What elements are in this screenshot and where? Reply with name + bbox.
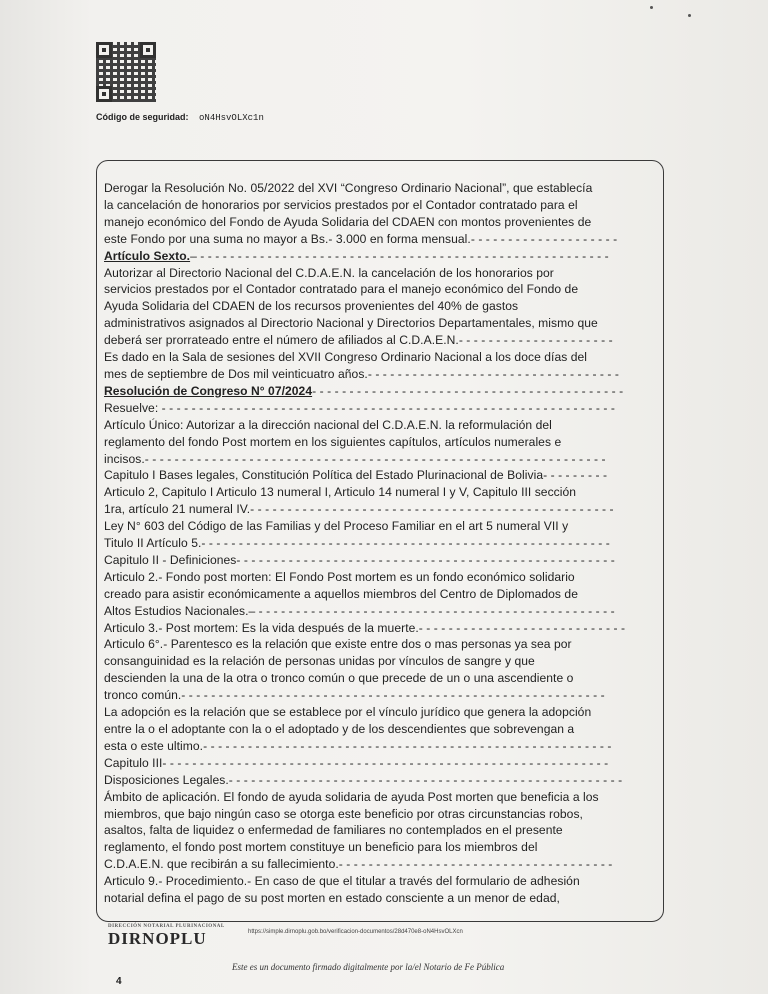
- document-line: incisos.- - - - - - - - - - - - - - - - - - - - - - - - - - - - - - - - - - - - - - - - - - - - - - - - - - - - - - - - - - - - - -: [104, 451, 606, 466]
- security-code-row: [96, 112, 264, 123]
- dirnoplu-logo: [108, 924, 236, 949]
- document-line: miembros, que bajo ningún caso se otorga este beneficio por otras circunstancias robos,: [104, 806, 583, 821]
- document-line: tronco común.- - - - - - - - - - - - - - - - - - - - - - - - - - - - - - - - - - - - - - - - - - - - - - - - - - - - - - - - -: [104, 688, 605, 703]
- document-line: servicios prestados por el Contador contratado para el manejo económico del Fondo de: [104, 282, 579, 297]
- document-line: Articulo 3.- Post mortem: Es la vida después de la muerte.- - - - - - - - - - - - - - - - - - - - - - - - - - - -: [104, 620, 626, 635]
- document-line: entre la o el adoptante con la o el adoptado y de los descendientes que sobrevengan a: [104, 722, 575, 736]
- digital-signature-note: Este es un documento firmado digitalmente por la/el Notario de Fe Pública: [232, 962, 505, 972]
- document-line: consanguinidad es la relación de personas unidas por vínculos de sangre y que: [104, 654, 535, 669]
- document-line: C.D.A.E.N. que recibirán a su fallecimiento.- - - - - - - - - - - - - - - - - - - - - - - - - - - - - - - - - - - - -: [104, 857, 613, 872]
- document-line: Resolución de Congreso N° 07/2024- - - - - - - - - - - - - - - - - - - - - - - - - - - - - - - - - - - - - - - - - -: [104, 383, 624, 398]
- document-line: creado para asistir económicamente a aquellos miembros del Centro de Diplomados de: [104, 586, 578, 601]
- document-line: Disposiciones Legales.- - - - - - - - - - - - - - - - - - - - - - - - - - - - - - - - - - - - - - - - - - - - - - - - - - - - -: [104, 772, 623, 787]
- document-line: Titulo II Artículo 5.- - - - - - - - - - - - - - - - - - - - - - - - - - - - - - - - - - - - - - - - - - - - - - - - - - - - - - -: [104, 536, 610, 551]
- document-line: Capitulo III- - - - - - - - - - - - - - - - - - - - - - - - - - - - - - - - - - - - - - - - - - - - - - - - - - - - - - - - - - - -: [104, 755, 609, 770]
- scan-speck: [688, 14, 691, 17]
- verification-url[interactable]: https://simple.dirnoplu.gob.bo/verificacion-documentos/28d470e8-oN4HsvOLXcn: [248, 929, 463, 935]
- document-line: administrativos asignados al Directorio Nacional y Directorios Departamentales, mismo que: [104, 316, 598, 331]
- security-code-value: oN4HsvOLXc1n: [199, 113, 264, 123]
- document-line: Resuelve: - - - - - - - - - - - - - - - - - - - - - - - - - - - - - - - - - - - - - - - - - - - - - - - - - - - - - - - - - - - - -: [104, 400, 615, 415]
- document-line: asaltos, falta de liquidez o enfermedad de familiares no contemplados en el presente: [104, 823, 563, 838]
- document-line: este Fondo por una suma no mayor a Bs.- 3.000 en forma mensual.- - - - - - - - - - - - - - - - - - - -: [104, 231, 618, 246]
- document-line: Ámbito de aplicación. El fondo de ayuda solidaria de ayuda Post morten que beneficia a los: [104, 789, 599, 804]
- document-line: Ley N° 603 del Código de las Familias y del Proceso Familiar en el art 5 numeral VII y: [104, 519, 569, 534]
- document-line: reglamento del fondo Post mortem en los siguientes capítulos, artículos numerales e: [104, 434, 562, 449]
- section-heading: Artículo Sexto.: [104, 248, 191, 263]
- document-line: Articulo 2, Capitulo I Articulo 13 numeral I, Articulo 14 numeral I y V, Capitulo III sección: [104, 485, 577, 500]
- document-line: Capitulo II - Definiciones- - - - - - - - - - - - - - - - - - - - - - - - - - - - - - - - - - - - - - - - - - - - - - - - - - -: [104, 552, 615, 567]
- document-line: Capitulo I Bases legales, Constitución Política del Estado Plurinacional de Bolivia- - - - - - - - -: [104, 468, 608, 483]
- logo-caption: DIRECCIÓN NOTARIAL PLURINACIONAL: [108, 924, 225, 929]
- document-line: Artículo Sexto.– - - - - - - - - - - - - - - - - - - - - - - - - - - - - - - - - - - - - - - - - - - - - - - - - - - - - - - -: [104, 248, 609, 263]
- document-line: mes de septiembre de Dos mil veinticuatro años.- - - - - - - - - - - - - - - - - - - - - - - - - - - - - - - - - -: [104, 366, 619, 381]
- document-line: manejo económico del Fondo de Ayuda Solidaria del CDAEN con montos provenientes de: [104, 214, 592, 229]
- document-line: la cancelación de honorarios por servicios prestados por el Contador contratado para el: [104, 197, 578, 212]
- page-number: 4: [116, 976, 122, 987]
- document-line: Autorizar al Directorio Nacional del C.D.A.E.N. la cancelación de los honorarios por: [104, 265, 554, 280]
- qr-code: [96, 42, 156, 102]
- document-line: Altos Estudios Nacionales.– - - - - - - - - - - - - - - - - - - - - - - - - - - - - - - - - - - - - - - - - - - - - - - - -: [104, 603, 615, 618]
- document-line: Artículo Único: Autorizar a la dirección nacional del C.D.A.E.N. la reformulación del: [104, 417, 552, 432]
- document-body: [104, 180, 656, 907]
- document-line: deberá ser prorrateado entre el número de afiliados al C.D.A.E.N.- - - - - - - - - - - - - - - - - - - - -: [104, 333, 613, 348]
- security-code-label: Código de seguridad:: [96, 112, 189, 122]
- document-line: 1ra, artículo 21 numeral IV.- - - - - - - - - - - - - - - - - - - - - - - - - - - - - - - - - - - - - - - - - - - - - - - - -: [104, 502, 614, 517]
- logo-text: DIRNOPLU: [108, 929, 207, 948]
- section-heading: Resolución de Congreso N° 07/2024: [104, 383, 313, 398]
- document-line: reglamento, el fondo post mortem constituye un beneficio para los miembros del: [104, 840, 538, 855]
- document-line: notarial defina el pago de su post morten en estado consciente a un menor de edad,: [104, 891, 560, 906]
- document-line: Es dado en la Sala de sesiones del XVII Congreso Ordinario Nacional a los doce días del: [104, 350, 588, 365]
- document-line: Articulo 2.- Fondo post morten: El Fondo Post mortem es un fondo económico solidario: [104, 569, 575, 584]
- scan-speck: [650, 6, 653, 9]
- document-line: Derogar la Resolución No. 05/2022 del XVI “Congreso Ordinario Nacional”, que establecía: [104, 181, 593, 195]
- document-line: descienden la una de la otra o tronco común o que precede de un o una ascendiente o: [104, 671, 574, 686]
- document-line: La adopción es la relación que se establece por el vínculo jurídico que genera la adopción: [104, 705, 592, 720]
- document-line: Ayuda Solidaria del CDAEN de los recursos provenientes del 40% de gastos: [104, 299, 519, 314]
- document-line: Articulo 9.- Procedimiento.- En caso de que el titular a través del formulario de adhesión: [104, 874, 580, 889]
- document-line: Articulo 6°.- Parentesco es la relación que existe entre dos o mas personas ya sea por: [104, 637, 572, 652]
- document-line: esta o este ultimo.- - - - - - - - - - - - - - - - - - - - - - - - - - - - - - - - - - - - - - - - - - - - - - - - - - - - - - -: [104, 738, 612, 753]
